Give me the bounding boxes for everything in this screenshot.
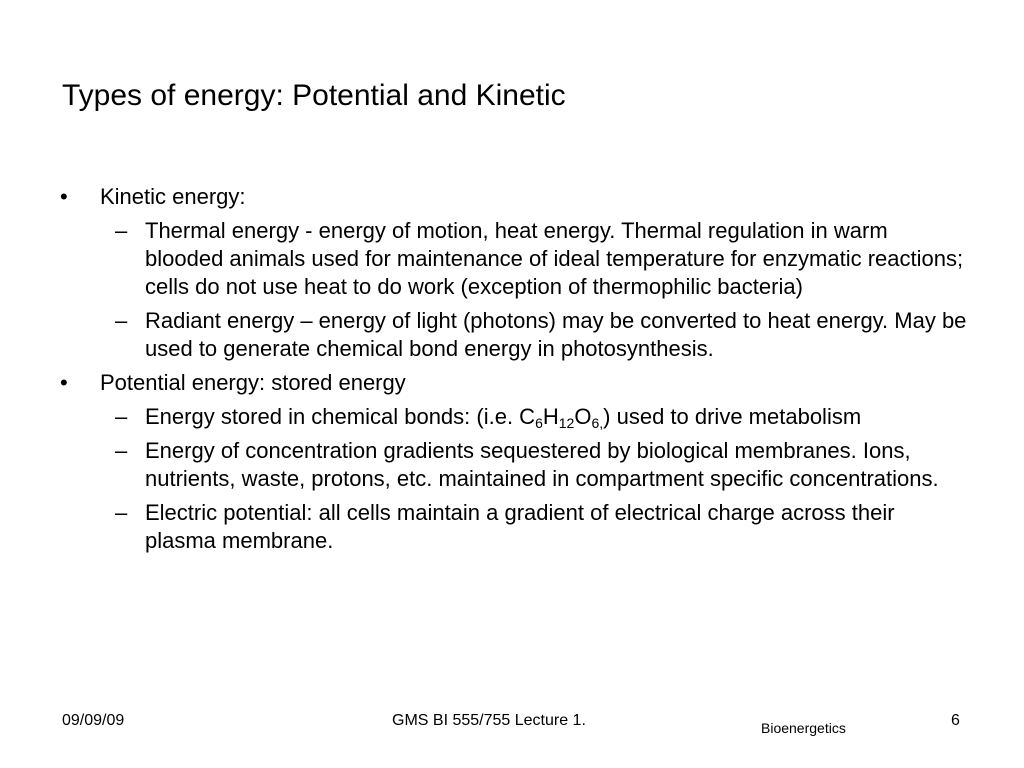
sub-bullet-text: Radiant energy – energy of light (photons) may be converted to heat energy. May be used to generate chemical bond energy in photosynthesis. <box>145 308 967 361</box>
sub-bullet-marker: – <box>115 438 128 463</box>
sub-bullet-marker: – <box>115 404 128 429</box>
formula-subscript-c: 6 <box>535 415 543 431</box>
sub-bullet-radiant <box>60 307 970 363</box>
sub-bullet-concentration <box>60 437 970 493</box>
sub-bullet-text: Electric potential: all cells maintain a gradient of electrical charge across their plasma membrane. <box>145 500 895 553</box>
sub-bullet-text: Thermal energy - energy of motion, heat energy. Thermal regulation in warm blooded animals used for maintenance of ideal temperature for enzymatic reactions; cells do not use heat to do work (exception of thermophilic bacteria) <box>145 218 964 299</box>
sub-bullet-marker: – <box>115 308 128 333</box>
bullet-potential <box>60 369 970 397</box>
formula-suffix: ) used to drive metabolism <box>603 404 862 429</box>
footer-course: GMS BI 555/755 Lecture 1. <box>392 712 586 729</box>
footer-topic: Bioenergetics <box>761 720 846 736</box>
bullet-text: Kinetic energy: <box>100 184 246 209</box>
bullet-text: Potential energy: stored energy <box>100 370 406 395</box>
sub-bullet-electric <box>60 499 970 555</box>
formula-h: H <box>542 404 559 429</box>
page-number: 6 <box>951 712 960 729</box>
formula-subscript-o: 6, <box>591 415 604 431</box>
sub-bullet-marker: – <box>115 218 128 243</box>
sub-bullet-chemical-bonds <box>60 403 970 431</box>
formula-o: O <box>574 404 592 429</box>
bullet-marker: • <box>60 184 68 209</box>
sub-bullet-marker: – <box>115 500 128 525</box>
bullet-kinetic <box>60 183 970 211</box>
slide-body <box>60 183 970 555</box>
footer-date: 09/09/09 <box>62 712 125 729</box>
slide-title: Types of energy: Potential and Kinetic <box>62 79 566 112</box>
sub-bullet-text: Energy of concentration gradients sequestered by biological membranes. Ions, nutrients, waste, protons, etc. maintained in compartment specific concentrations. <box>145 438 939 491</box>
sub-bullet-thermal <box>60 217 970 301</box>
sub-bullet-text <box>145 404 861 429</box>
bullet-marker: • <box>60 370 68 395</box>
formula-subscript-h: 12 <box>558 415 575 431</box>
formula-prefix: Energy stored in chemical bonds: (i.e. C <box>145 404 536 429</box>
